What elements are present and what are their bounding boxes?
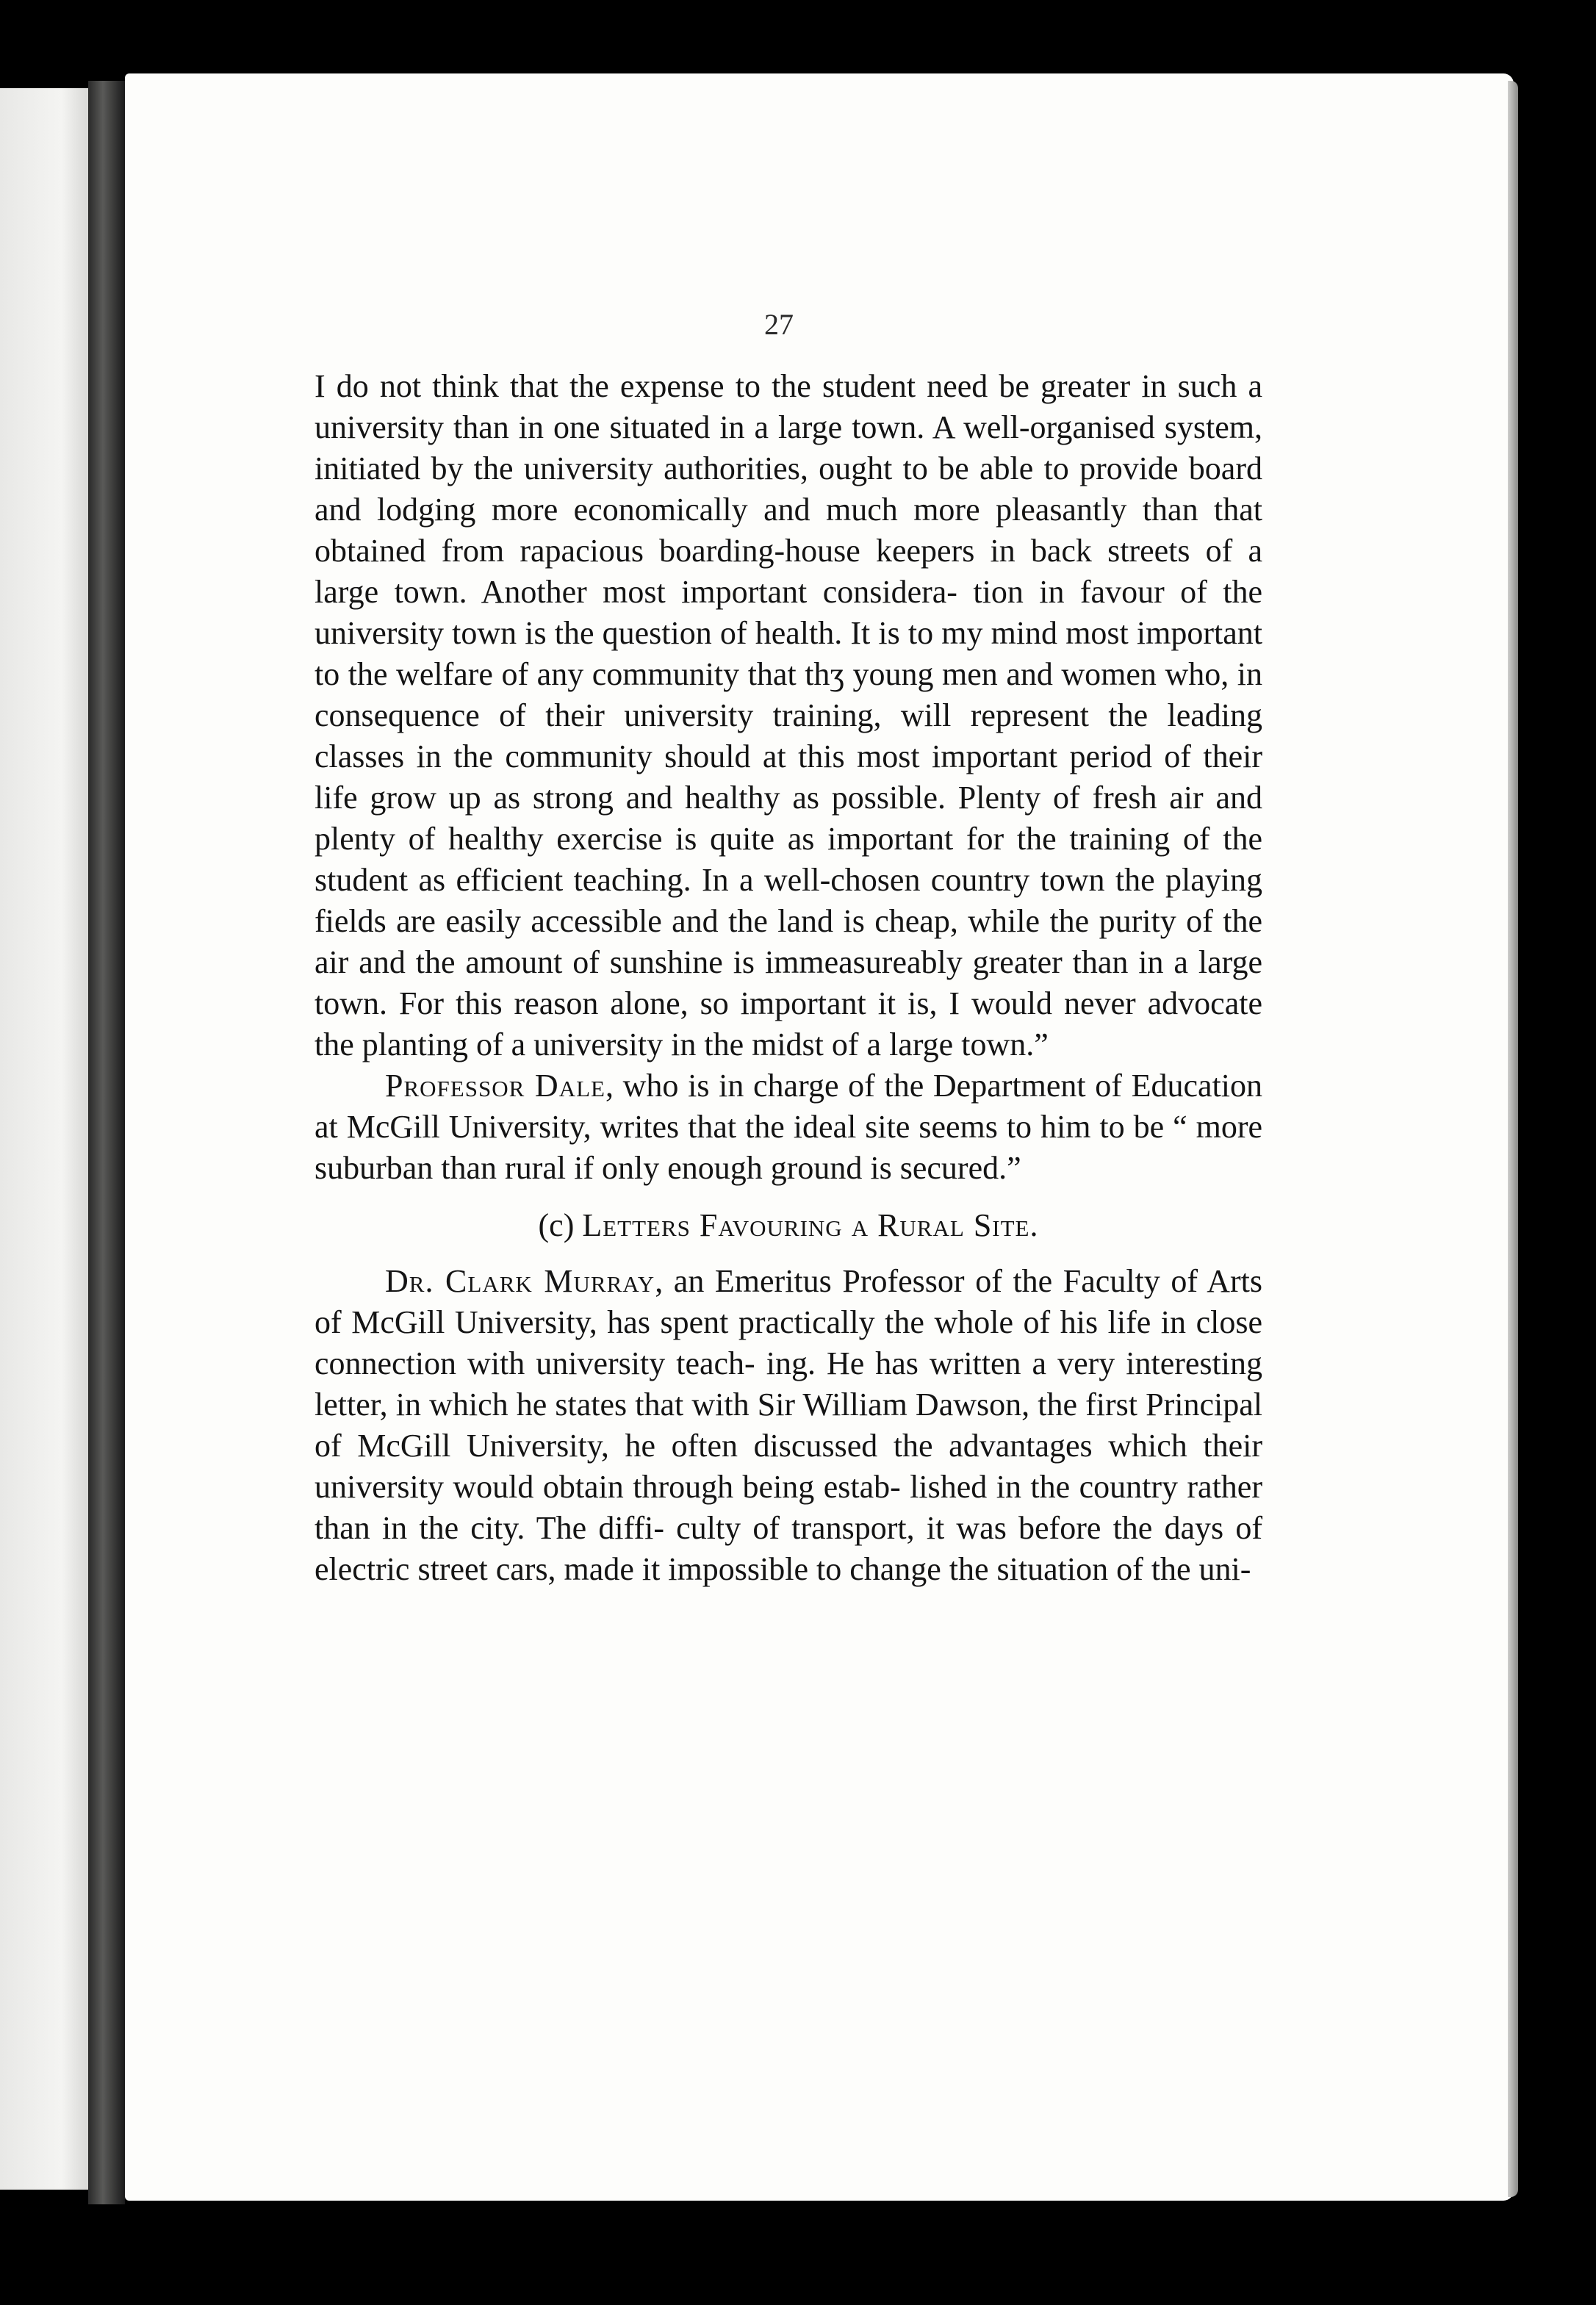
section-heading-title: Letters Favouring a Rural Site.: [582, 1207, 1039, 1243]
paragraph-text: , an Emeritus Professor of the Faculty of Arts of McGill University, has spent practically the whole of his life in close connection with university teach- ing. He has written a very interesting letter, in which he states that with Sir William Dawson, the first Principal of McGill University, he often discussed the advantages which their university would obtain through being estab- lished in the country rather than in the city. The diffi- culty of transport, it was before the days of electric street cars, made it impossible to change the situation of the uni-: [314, 1263, 1262, 1587]
paragraph-professor-dale: [314, 1065, 1262, 1189]
section-heading-prefix: (c): [538, 1207, 583, 1243]
paragraph-clark-murray: [314, 1261, 1262, 1590]
person-name: Professor Dale: [385, 1068, 605, 1104]
book-gutter: [88, 81, 125, 2204]
section-heading: [314, 1205, 1262, 1246]
page-right-edge: [1508, 81, 1518, 2197]
paragraph-text: , who is in charge of the Department of Education at McGill University, writes that the ideal site seems to him to be “ more suburban than rural if only enough ground is secured.”: [314, 1068, 1262, 1186]
paragraph-quote-continuation: I do not think that the expense to the student need be greater in such a university than in one situated in a large town. A well-organised system, initiated by the university authorities, ought to be able to provide board and lodging more economically and much more pleasantly than that obtained from rapacious boarding-house keepers in back streets of a large town. Another most important considera- tion in favour of the university town is the question of health. It is to my mind most important to the welfare of any community that thʒ young men and women who, in consequence of their university training, will represent the leading classes in the community should at this most important period of their life grow up as strong and healthy as possible. Plenty of fresh air and plenty of healthy exercise is quite as important for the training of the student as efficient teaching. In a well-chosen country town the playing fields are easily accessible and the land is cheap, while the purity of the air and the amount of sunshine is immeasureably greater than in a large town. For this reason alone, so important it is, I would never advocate the planting of a university in the midst of a large town.”: [314, 368, 1262, 1062]
page-number: 27: [764, 308, 794, 341]
person-name: Dr. Clark Murray: [385, 1263, 655, 1299]
body-text: [314, 366, 1262, 1590]
left-page-edge: [0, 88, 88, 2190]
